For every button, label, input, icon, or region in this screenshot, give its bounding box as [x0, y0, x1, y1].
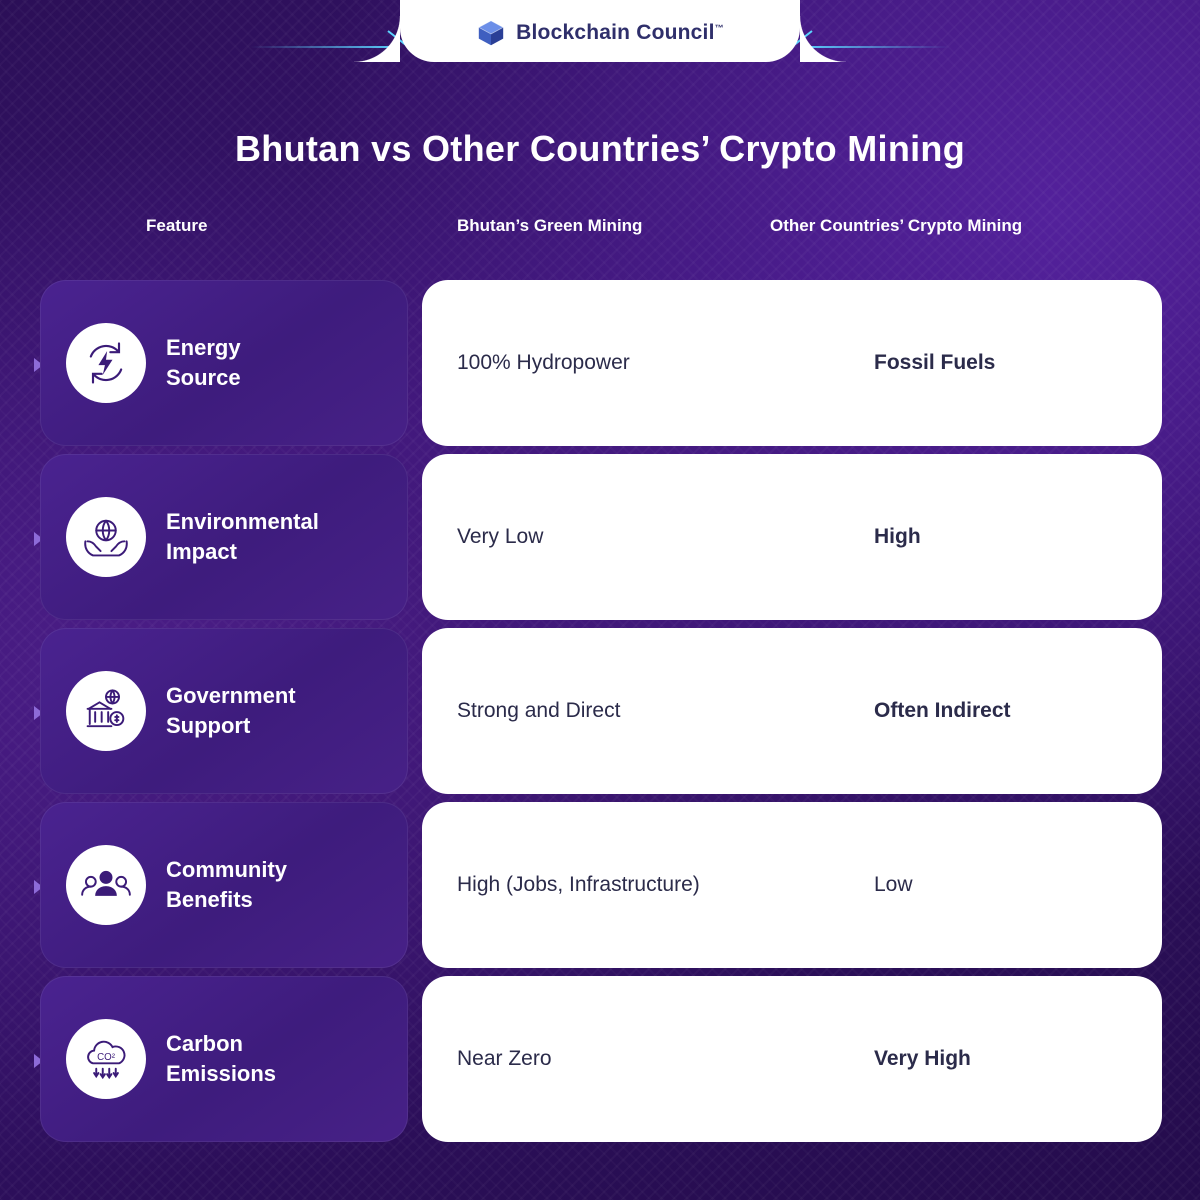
- brand-name: [516, 21, 724, 45]
- value-card: [422, 802, 1162, 968]
- feature-card: [40, 280, 408, 446]
- government-bank-icon: [66, 671, 146, 751]
- feature-label: [166, 855, 287, 914]
- header-area: [0, 0, 1200, 92]
- table-row: [0, 800, 1200, 973]
- table-row: [0, 974, 1200, 1147]
- page-title: Bhutan vs Other Countries’ Crypto Mining: [234, 128, 966, 169]
- others-value: High: [874, 525, 921, 548]
- earth-in-hands-icon: [66, 497, 146, 577]
- feature-label-line1: Environmental: [166, 509, 319, 535]
- feature-label-line1: Government: [166, 683, 296, 709]
- others-value: Often Indirect: [874, 699, 1011, 722]
- blockchain-cube-icon: [476, 18, 506, 48]
- feature-label-line1: Community: [166, 857, 287, 883]
- table-row: [0, 626, 1200, 799]
- feature-label: [166, 333, 241, 392]
- value-card: [422, 628, 1162, 794]
- feature-card: [40, 802, 408, 968]
- feature-label: [166, 507, 319, 566]
- value-card: [422, 280, 1162, 446]
- feature-label-line2: Impact: [166, 539, 237, 564]
- feature-card: [40, 454, 408, 620]
- others-value: Very High: [874, 1047, 971, 1070]
- value-card: [422, 976, 1162, 1142]
- feature-card: [40, 628, 408, 794]
- bhutan-value: Near Zero: [457, 1047, 552, 1070]
- feature-label: [166, 681, 296, 740]
- co2-cloud-icon: [66, 1019, 146, 1099]
- brand-notch: [400, 0, 800, 62]
- brand-name-text: Blockchain Council: [516, 21, 715, 44]
- community-people-icon: [66, 845, 146, 925]
- brand-trademark: ™: [714, 23, 724, 33]
- feature-label-line2: Support: [166, 713, 251, 738]
- comparison-table: [0, 278, 1200, 1148]
- table-row: [0, 452, 1200, 625]
- energy-recycle-icon: [66, 323, 146, 403]
- table-row: [0, 278, 1200, 451]
- svg-text:CO²: CO²: [97, 1052, 115, 1064]
- others-value: Fossil Fuels: [874, 351, 996, 374]
- feature-card: [40, 976, 408, 1142]
- bhutan-value: Strong and Direct: [457, 699, 621, 722]
- feature-label-line1: Energy: [166, 335, 241, 361]
- column-headers: [0, 216, 1200, 248]
- feature-label-line1: Carbon: [166, 1031, 243, 1057]
- feature-label-line2: Benefits: [166, 887, 253, 912]
- column-header-others: Other Countries’ Crypto Mining: [770, 216, 1023, 235]
- brand-lockup: [476, 18, 724, 48]
- bhutan-value: 100% Hydropower: [457, 351, 630, 374]
- value-card: [422, 454, 1162, 620]
- bhutan-value: Very Low: [457, 525, 544, 548]
- column-header-feature: Feature: [146, 216, 208, 235]
- feature-label: [166, 1029, 276, 1088]
- column-header-bhutan: Bhutan’s Green Mining: [457, 216, 643, 235]
- feature-label-line2: Emissions: [166, 1061, 277, 1086]
- others-value: Low: [874, 873, 913, 896]
- feature-label-line2: Source: [166, 365, 241, 390]
- bhutan-value: High (Jobs, Infrastructure): [457, 873, 700, 896]
